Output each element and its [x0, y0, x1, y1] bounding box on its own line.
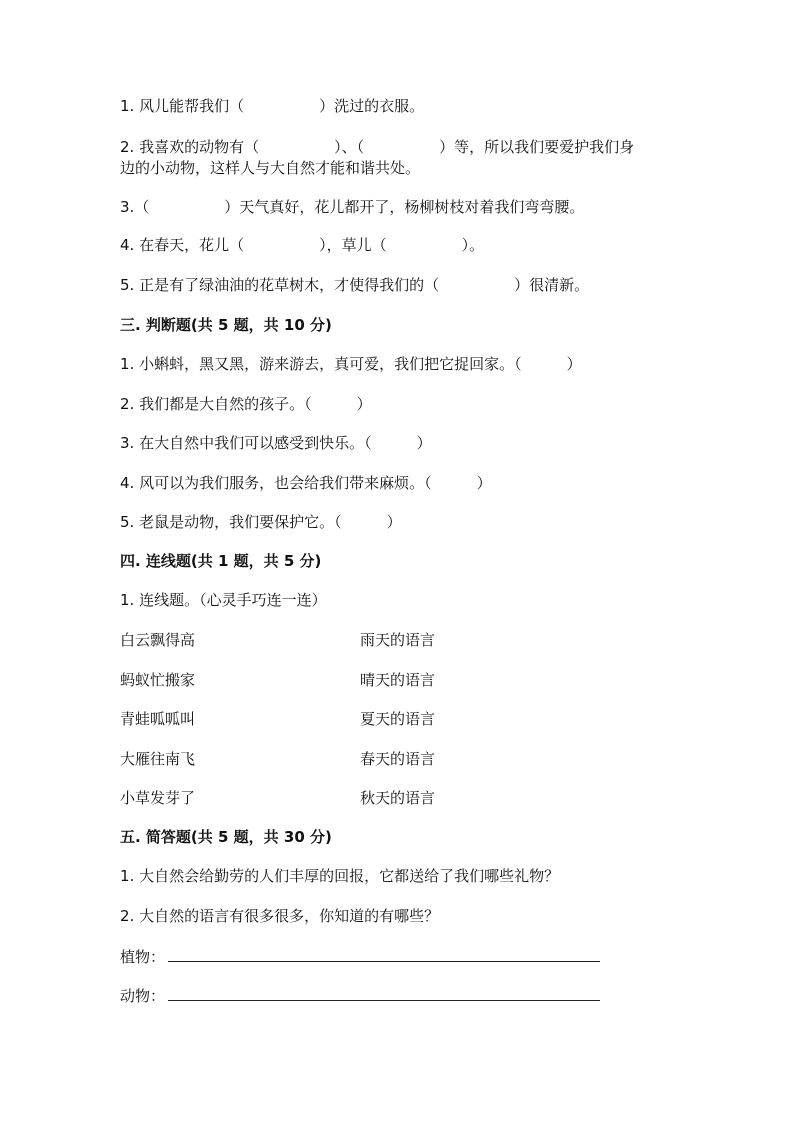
match-right-3: 夏天的语言 — [360, 710, 436, 728]
match-right-1: 雨天的语言 — [360, 631, 436, 649]
matching-question: 1. 连线题。（心灵手巧连一连） — [120, 591, 327, 609]
match-left-5: 小草发芽了 — [120, 789, 196, 807]
fill-blank-item-3: 3.（ ）天气真好，花儿都开了，杨柳树枝对着我们弯弯腰。 — [120, 198, 585, 216]
fill-blank-item-5: 5. 正是有了绿油油的花草树木，才使得我们的（ ）很清新。 — [120, 276, 590, 294]
animal-answer-line[interactable] — [168, 1000, 600, 1001]
judge-item-2: 2. 我们都是大自然的孩子。（ ） — [120, 395, 372, 413]
match-left-4: 大雁往南飞 — [120, 750, 196, 768]
match-right-2: 晴天的语言 — [360, 671, 436, 689]
short-answer-item-1: 1. 大自然会给勤劳的人们丰厚的回报，它都送给了我们哪些礼物？ — [120, 867, 560, 885]
match-right-4: 春天的语言 — [360, 750, 436, 768]
judge-item-3: 3. 在大自然中我们可以感受到快乐。（ ） — [120, 434, 432, 452]
match-left-1: 白云飘得高 — [120, 631, 196, 649]
fill-blank-item-1: 1. 风儿能帮我们（ ）洗过的衣服。 — [120, 97, 425, 115]
match-left-3: 青蛙呱呱叫 — [120, 710, 196, 728]
match-right-5: 秋天的语言 — [360, 789, 436, 807]
section-5-heading: 五. 简答题(共 5 题，共 30 分) — [120, 828, 332, 846]
judge-item-5: 5. 老鼠是动物，我们要保护它。（ ） — [120, 513, 402, 531]
section-4-heading: 四. 连线题(共 1 题，共 5 分) — [120, 552, 322, 570]
match-left-2: 蚂蚁忙搬家 — [120, 671, 196, 689]
judge-item-4: 4. 风可以为我们服务，也会给我们带来麻烦。（ ） — [120, 474, 492, 492]
plant-label: 植物： — [120, 948, 166, 966]
judge-item-1: 1. 小蝌蚪，黑又黑，游来游去，真可爱，我们把它捉回家。（ ） — [120, 355, 582, 373]
section-3-heading: 三. 判断题(共 5 题，共 10 分) — [120, 316, 332, 334]
plant-answer-line[interactable] — [168, 961, 600, 962]
short-answer-item-2: 2. 大自然的语言有很多很多，你知道的有哪些？ — [120, 907, 440, 925]
animal-label: 动物： — [120, 987, 166, 1005]
fill-blank-item-2: 2. 我喜欢的动物有（ ）、（ ）等，所以我们要爱护我们身 — [120, 138, 635, 156]
fill-blank-item-2-cont: 边的小动物，这样人与大自然才能和谐共处。 — [120, 159, 421, 177]
fill-blank-item-4: 4. 在春天，花儿（ ），草儿（ ）。 — [120, 236, 485, 254]
